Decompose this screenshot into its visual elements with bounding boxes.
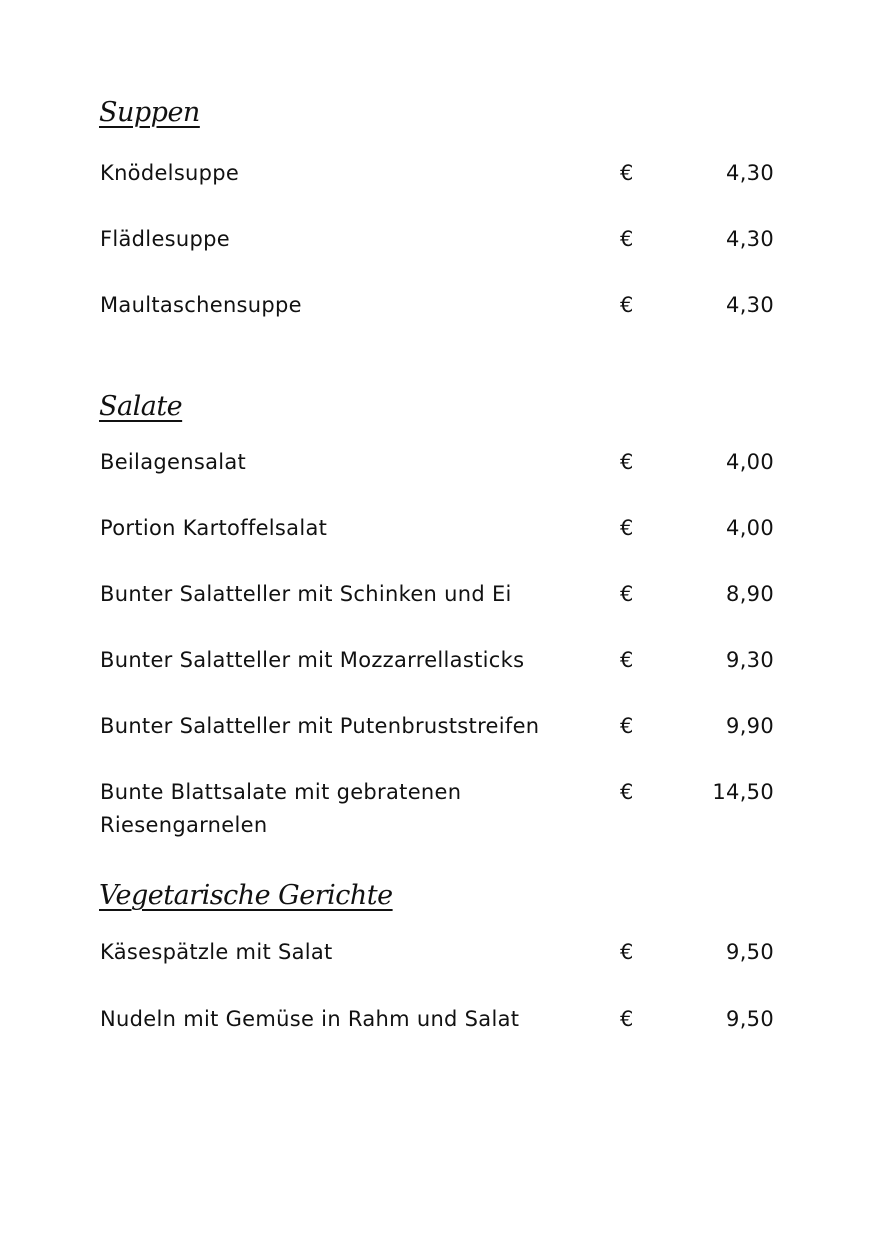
currency-symbol: € (620, 1007, 634, 1031)
currency-symbol: € (620, 450, 634, 474)
item-price: 4,30 (726, 161, 774, 185)
item-name: Knödelsuppe (100, 161, 240, 185)
item-price: 9,50 (726, 1007, 774, 1031)
section-title-suppen: Suppen (99, 97, 200, 128)
item-name: Beilagensalat (100, 450, 247, 474)
item-name: Käsespätzle mit Salat (100, 940, 333, 964)
currency-symbol: € (620, 582, 634, 606)
item-name: Portion Kartoffelsalat (100, 516, 328, 540)
item-price: 14,50 (712, 780, 774, 804)
item-price: 4,30 (726, 227, 774, 251)
item-name: Bunter Salatteller mit Schinken und Ei (100, 582, 512, 606)
currency-symbol: € (620, 161, 634, 185)
item-price: 9,50 (726, 940, 774, 964)
item-name: Bunter Salatteller mit Mozzarrellasticks (100, 648, 525, 672)
currency-symbol: € (620, 780, 634, 804)
currency-symbol: € (620, 293, 634, 317)
currency-symbol: € (620, 940, 634, 964)
item-price: 4,30 (726, 293, 774, 317)
item-price: 4,00 (726, 516, 774, 540)
currency-symbol: € (620, 648, 634, 672)
section-title-vegetarische-gerichte: Vegetarische Gerichte (99, 880, 393, 911)
currency-symbol: € (620, 227, 634, 251)
item-name: Bunte Blattsalate mit gebratenen Riesengarnelen (100, 780, 462, 837)
item-name: Flädlesuppe (100, 227, 230, 251)
item-price: 9,90 (726, 714, 774, 738)
item-price: 4,00 (726, 450, 774, 474)
item-price: 9,30 (726, 648, 774, 672)
item-name: Nudeln mit Gemüse in Rahm und Salat (100, 1007, 520, 1031)
section-title-salate: Salate (99, 391, 183, 422)
currency-symbol: € (620, 714, 634, 738)
currency-symbol: € (620, 516, 634, 540)
item-price: 8,90 (726, 582, 774, 606)
item-name: Bunter Salatteller mit Putenbruststreifen (100, 714, 540, 738)
item-name: Maultaschensuppe (100, 293, 302, 317)
